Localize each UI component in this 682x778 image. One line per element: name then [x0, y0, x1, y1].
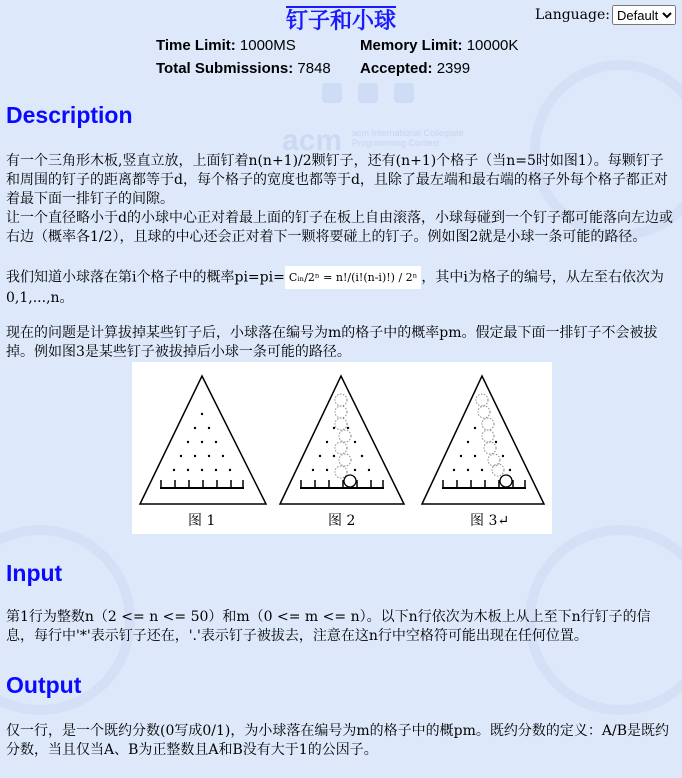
accepted-label: Accepted: — [360, 60, 433, 77]
time-limit-value: 1000MS — [239, 37, 296, 54]
triangle-diagram — [132, 362, 552, 534]
description-p4: 现在的问题是计算拔掉某些钉子后，小球落在编号为m的格子中的概率pm。假定最下面一排钉子不会被拔掉。例如图3是某些钉子被拔掉后小球一条可能的路径。 — [6, 325, 658, 360]
language-label: Language: — [535, 7, 610, 23]
problem-title — [0, 4, 682, 35]
problem-limits — [156, 34, 518, 80]
description-heading: Description — [6, 102, 133, 128]
accepted-value: 2399 — [436, 60, 471, 77]
total-submissions-value: 7848 — [297, 60, 331, 77]
description-p1: 有一个三角形木板,竖直立放，上面钉着n(n+1)/2颗钉子，还有(n+1)个格子（当n=5时如图1）。每颗钉子和周围的钉子的距离都等于d，每个格子的宽度也都等于d，且除了最左端和最右端的格子外每个格子都正对着最下面一排钉子的间隙。 — [6, 153, 668, 207]
description-p3 — [6, 266, 676, 308]
svg-text:acm: acm — [282, 124, 343, 157]
time-limit-label: Time Limit: — [156, 37, 236, 54]
figure-3-caption: 图 3↵ — [470, 513, 510, 529]
input-heading: Input — [6, 560, 63, 586]
figure-1-caption: 图 1 — [188, 513, 216, 529]
memory-limit-label: Memory Limit: — [360, 37, 463, 54]
output-heading: Output — [6, 672, 82, 698]
triangle-2 — [280, 376, 404, 504]
probability-formula: Cᵢₙ/2ⁿ = n!/(i!(n-i)!) / 2ⁿ — [285, 266, 422, 289]
watermark-text: acm International Collegiate Programming Contest — [352, 128, 464, 148]
figure-2-caption: 图 2 — [328, 513, 356, 529]
total-submissions-label: Total Submissions: — [156, 60, 294, 77]
description-p3-post: ，其中i为格子的编号，从左至右依次为0,1,...,n。 — [6, 269, 664, 306]
memory-limit-value: 10000K — [466, 37, 519, 54]
input-text: 第1行为整数n（2 <= n <= 50）和m（0 <= m <= n）。以下n行依次为木板上从上至下n行钉子的信息，每行中'*'表示钉子还在，'.'表示钉子被拔去，注意在这n行中空格符可能出现在任何位置。 — [6, 609, 651, 644]
problem-title-text: 钉子和小球 — [285, 8, 396, 33]
description-p2: 让一个直径略小于d的小球中心正对着最上面的钉子在板上自由滚落，小球每碰到一个钉子都可能落向左边或右边（概率各1/2），且球的中心还会正对着下一颗将要碰上的钉子。例如图2就是小球一条可能的路径。 — [6, 210, 673, 245]
description-p3-pre: 我们知道小球落在第i个格子中的概率pi=pi= — [6, 269, 285, 286]
figure-triangles — [132, 362, 552, 534]
output-text: 仅一行，是一个既约分数(0写成0/1)，为小球落在编号为m的格子中的概pm。既约分数的定义：A/B是既约分数，当且仅当A、B为正整数且A和B没有大于1的公因子。 — [6, 723, 669, 758]
